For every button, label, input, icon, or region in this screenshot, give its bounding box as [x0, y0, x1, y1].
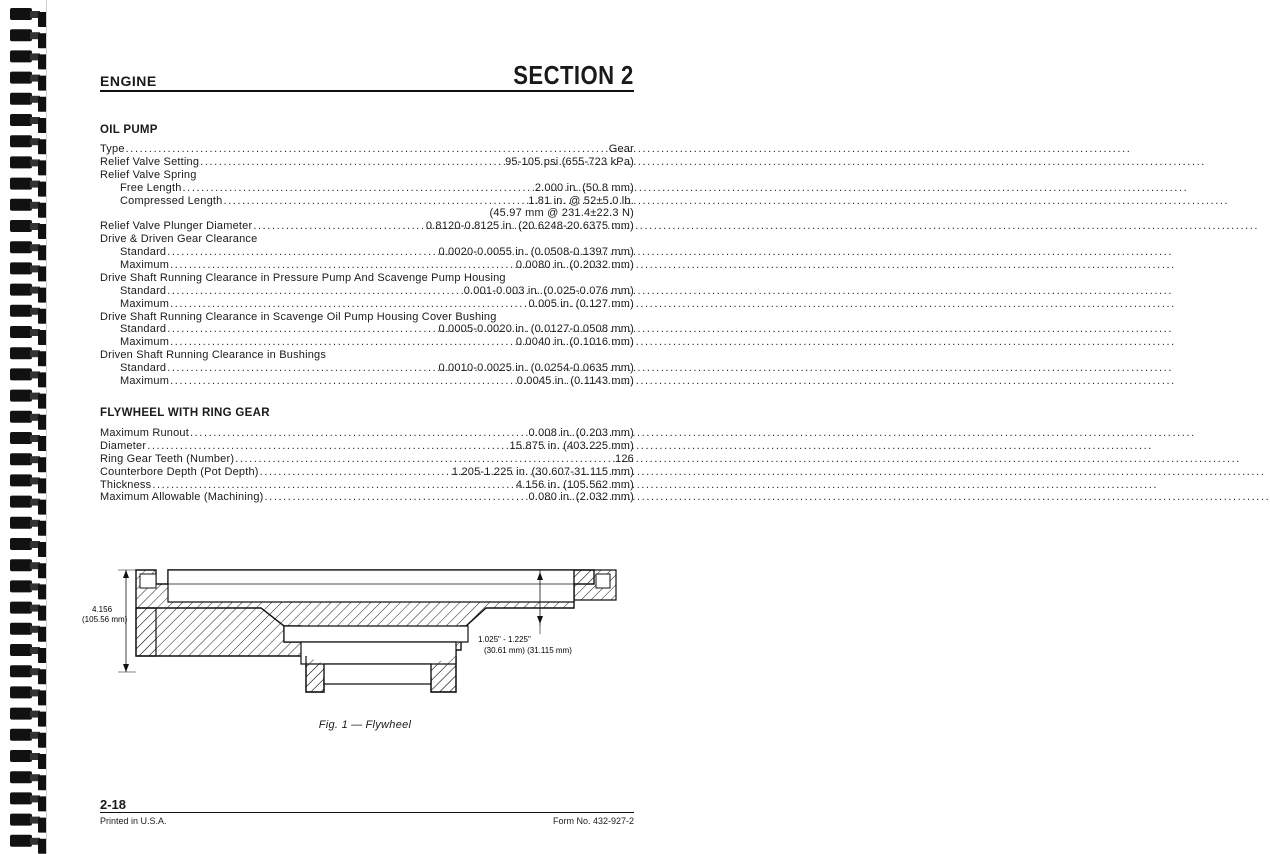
- spec-label: Drive Shaft Running Clearance in Pressure Pump And Scavenge Pump Housing: [100, 271, 506, 284]
- leader-dots: [170, 375, 516, 388]
- spec-label: Standard: [120, 362, 167, 375]
- leader-dots: [253, 220, 424, 233]
- spec-label: Relief Valve Spring: [100, 168, 197, 181]
- oil-pump-title: OIL PUMP: [100, 124, 158, 136]
- caption-sep: —: [351, 719, 363, 731]
- spec-value: 1.81 in. @ 52±5.0 lb.: [528, 194, 634, 207]
- leader-dots: [170, 298, 527, 311]
- section-label: ENGINE: [100, 73, 157, 89]
- spec-row: [100, 491, 634, 504]
- leader-dots: [167, 323, 437, 336]
- leader-dots: [170, 336, 515, 349]
- leader-dots: [167, 285, 462, 298]
- spec-row: [100, 440, 634, 453]
- spec-row: [100, 272, 634, 285]
- spec-row: [100, 323, 634, 336]
- leader-dots: [183, 182, 534, 195]
- spec-row: [100, 285, 634, 298]
- flywheel-specs: [100, 427, 634, 504]
- spec-value: 0.0080 in. (0.2032 mm): [515, 259, 634, 272]
- spec-row: [100, 195, 634, 208]
- spec-label: Type: [100, 143, 125, 155]
- spec-label: Maximum: [120, 259, 170, 272]
- leader-dots: [235, 453, 614, 466]
- spec-row: [100, 349, 634, 362]
- flywheel-figure: [82, 560, 636, 700]
- figure-caption: [0, 719, 700, 731]
- spec-label: Drive Shaft Running Clearance in Scavenge Oil Pump Housing Cover Bushing: [100, 310, 497, 323]
- spec-value: 2.000 in. (50.8 mm): [534, 181, 634, 194]
- spec-label: Relief Valve Plunger Diameter: [100, 220, 253, 233]
- spec-value: 0.0045 in. (0.1143 mm): [516, 375, 634, 388]
- spec-label: Drive & Driven Gear Clearance: [100, 233, 258, 246]
- spec-row: [100, 427, 634, 440]
- leader-dots: [152, 479, 515, 492]
- spec-label: Maximum: [120, 297, 170, 310]
- dim-left-mm: (105.56 mm): [82, 615, 128, 624]
- spec-label: Diameter: [100, 439, 147, 452]
- spec-label: Standard: [120, 323, 167, 336]
- spec-label: Maximum: [120, 375, 170, 388]
- flywheel-title: FLYWHEEL WITH RING GEAR: [100, 407, 270, 419]
- spec-row: [100, 169, 634, 182]
- oil-pump-specs: [100, 143, 634, 388]
- spec-value: Gear: [608, 143, 634, 155]
- leader-dots: [126, 143, 608, 156]
- leader-dots: [223, 195, 527, 208]
- spec-value: 0.0040 in. (0.1016 mm): [515, 336, 634, 349]
- spec-value: 95-105 psi (655-723 kPa): [505, 155, 634, 168]
- spec-label: Free Length: [120, 181, 182, 194]
- printed-note: Printed in U.S.A.: [100, 816, 167, 826]
- spec-value: 0.008 in. (0.203 mm): [528, 427, 634, 439]
- spec-value: 0.0005-0.0020 in. (0.0127-0.0508 mm): [438, 323, 634, 336]
- leader-dots: [167, 246, 437, 259]
- spec-label: Relief Valve Setting: [100, 155, 200, 168]
- spec-row: [100, 143, 634, 156]
- spec-row: [100, 182, 634, 195]
- spec-value: 0.0020-0.0055 in. (0.0508-0.1397 mm): [438, 246, 634, 259]
- spec-label: Maximum Runout: [100, 427, 189, 439]
- spec-value: 0.8120-0.8125 in. (20.6248-20.6375 mm): [425, 220, 634, 233]
- flywheel-cross-section: [82, 560, 636, 700]
- spec-row: [100, 466, 634, 479]
- dim-left-in: 4.156: [92, 605, 113, 614]
- dim-right-in: 1.025" - 1.225": [478, 635, 531, 644]
- spec-row: [100, 246, 634, 259]
- spec-row: [100, 156, 634, 169]
- spec-row: [100, 479, 634, 492]
- spec-value: 4.156 in. (105.562 mm): [515, 478, 634, 491]
- spec-label: Ring Gear Teeth (Number): [100, 452, 235, 465]
- leader-dots: [200, 156, 504, 169]
- leader-dots: [190, 427, 528, 440]
- header-rule: [100, 90, 634, 92]
- spec-row: [100, 298, 634, 311]
- spec-row: [100, 453, 634, 466]
- spec-label: Standard: [120, 246, 167, 259]
- spec-value: 0.0010-0.0025 in. (0.0254-0.0635 mm): [438, 362, 634, 375]
- spec-value: 15.875 in. (403.225 mm): [509, 439, 634, 452]
- spec-label: Standard: [120, 284, 167, 297]
- section-number: SECTION 2: [513, 60, 634, 90]
- spec-label: Thickness: [100, 478, 152, 491]
- spec-row: [100, 220, 634, 233]
- footer-rule: [100, 812, 634, 813]
- leader-dots: [265, 491, 528, 504]
- dim-right-mm: (30.61 mm) (31.115 mm): [484, 646, 572, 655]
- form-number: Form No. 432-927-2: [552, 816, 634, 826]
- spec-label: Maximum: [120, 336, 170, 349]
- caption-text: Flywheel: [365, 719, 412, 731]
- spec-row: [100, 362, 634, 375]
- spec-value: 126: [615, 452, 634, 465]
- spec-value: 1.205-1.225 in. (30.607-31.115 mm): [451, 465, 634, 478]
- page-number: 2-18: [100, 797, 127, 812]
- spec-row: [100, 207, 634, 220]
- spec-value: (45.97 mm @ 231.4±22.3 N): [489, 207, 634, 220]
- spec-row: [100, 375, 634, 388]
- leader-dots: [167, 362, 437, 375]
- leader-dots: [260, 466, 451, 479]
- leader-dots: [147, 440, 508, 453]
- spec-row: [100, 233, 634, 246]
- spec-row: [100, 311, 634, 324]
- spec-row: [100, 336, 634, 349]
- spec-label: Maximum Allowable (Machining): [100, 491, 264, 504]
- caption-fig: Fig. 1: [318, 719, 349, 731]
- spec-value: 0.001-0.003 in. (0.025-0.076 mm): [463, 284, 634, 297]
- leader-dots: [170, 259, 515, 272]
- spec-label: Driven Shaft Running Clearance in Bushings: [100, 349, 327, 362]
- spec-value: 0.080 in. (2.032 mm): [528, 491, 634, 504]
- spec-label: Compressed Length: [120, 194, 223, 207]
- spec-row: [100, 259, 634, 272]
- spec-value: 0.005 in. (0.127 mm): [528, 297, 634, 310]
- spec-label: Counterbore Depth (Pot Depth): [100, 465, 259, 478]
